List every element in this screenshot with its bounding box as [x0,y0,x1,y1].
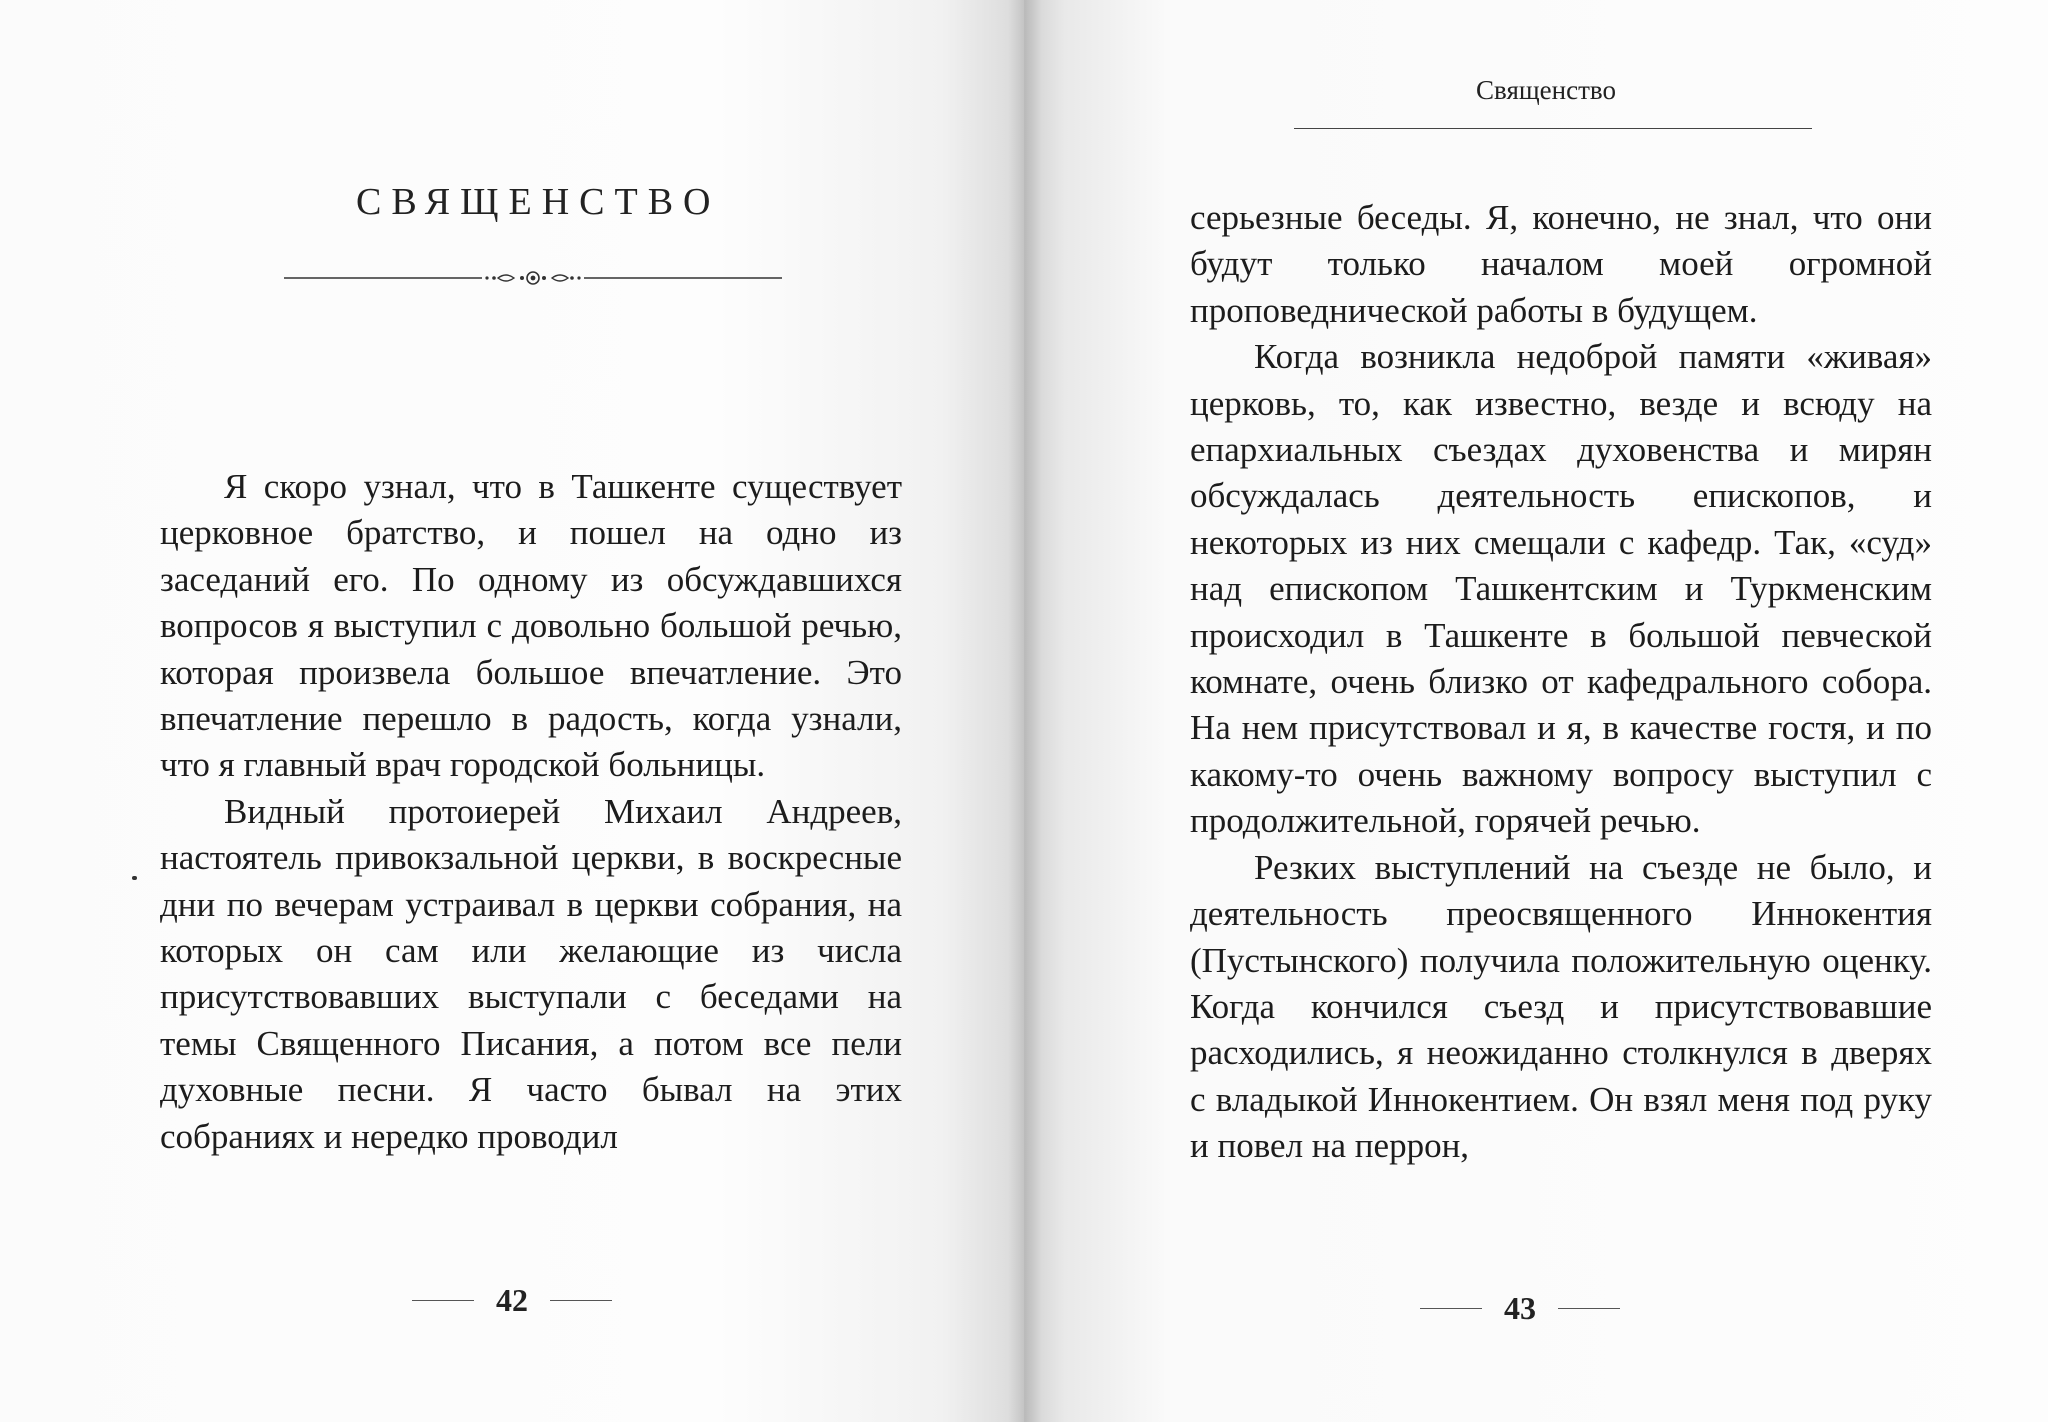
right-page-body [1190,195,1932,1170]
right-page [1024,0,2048,1422]
ornament-divider-icon [284,270,782,286]
chapter-title: СВЯЩЕНСТВО [356,181,721,223]
left-page-body [160,464,902,1160]
paragraph: Когда возникла недоброй памяти «живая» церковь, то, как известно, везде и всюду на епархиальных съездах духовенства и мирян обсуждалась деятельность епископов, и некоторых из них смещали с кафедр. Так, «суд» над епископом Ташкентским и Туркменским происходил в Ташкенте в большой певческой комнате, очень близко от кафедрального собора. На нем присутствовал и я, в качестве гостя, и по какому-то очень важному вопросу выступил с продолжительной, горячей речью. [1190,337,1932,841]
page-number: 43 [1504,1290,1536,1326]
paragraph: Видный протоиерей Михаил Андреев, настоятель привокзальной церкви, в воскресные дни по вечерам устраивал в церкви собрания, на которых он сам или желающие из числа присутствовавших выступали с беседами на темы Священного Писания, а потом все пели духовные песни. Я часто бывал на этих собраниях и нередко проводил [160,791,902,1156]
gutter-shadow [1008,0,1042,1422]
page-number-right [1420,1290,1620,1327]
folio-dash [550,1300,612,1301]
folio-dash [1558,1308,1620,1309]
ink-speck [132,876,137,880]
continued-paragraph: серьезные беседы. Я, конечно, не знал, что они будут только началом моей огромной проповеднической работы в будущем. [1190,198,1932,330]
page-number-left [412,1282,612,1319]
paragraph: Резких выступлений на съезде не было, и деятельность преосвященного Иннокентия (Пустынского) получила положительную оценку. Когда кончился съезд и присутствовавшие расходились, я неожиданно столкнулся в дверях с владыкой Иннокентием. Он взял меня под руку и повел на перрон, [1190,847,1932,1166]
page-number: 42 [496,1282,528,1318]
paragraph: Я скоро узнал, что в Ташкенте существует церковное братство, и пошел на одно из заседаний его. По одному из обсуждавшихся вопросов я выступил с довольно большой речью, которая произвела большое впечатление. Это впечатление перешло в радость, когда узнали, что я главный врач городской больницы. [160,467,902,785]
header-rule [1294,128,1812,129]
folio-dash [412,1300,474,1301]
running-header: Священство [1476,75,1616,105]
folio-dash [1420,1308,1482,1309]
